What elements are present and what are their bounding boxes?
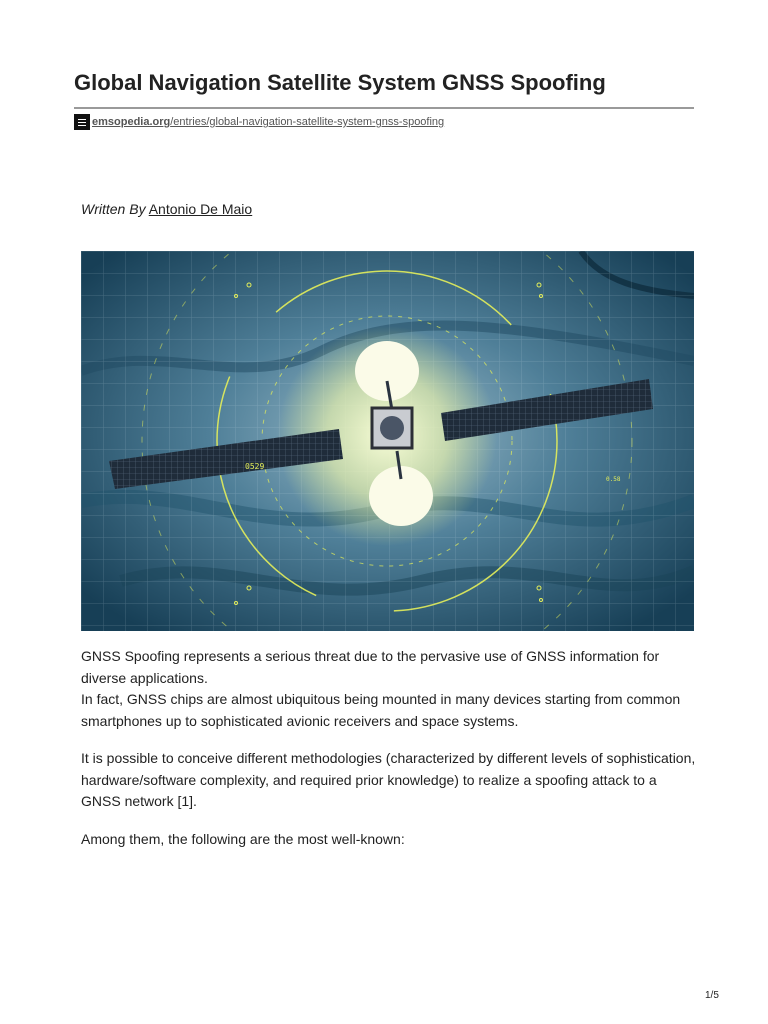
page-title: Global Navigation Satellite System GNSS Spoofing: [74, 70, 606, 95]
author-line: [81, 201, 252, 217]
source-path-link[interactable]: /entries/global-navigation-satellite-system-gnss-spoofing: [170, 116, 445, 128]
paragraph-text: In fact, GNSS chips are almost ubiquitous being mounted in many devices starting from common smartphones up to sophisticated avionic receivers and space systems.: [81, 691, 681, 729]
source-link[interactable]: [74, 114, 444, 130]
paragraph: Among them, the following are the most well-known:: [81, 831, 405, 847]
author-prefix: Written By: [81, 201, 146, 217]
author-link[interactable]: Antonio De Maio: [148, 201, 253, 217]
hero-image: [81, 251, 694, 631]
source-domain-link[interactable]: emsopedia.org: [92, 116, 171, 128]
title-divider: [74, 107, 694, 109]
satellite-illustration: [81, 251, 694, 631]
paragraph: [81, 646, 696, 732]
paragraph: It is possible to conceive different methodologies (characterized by different levels of sophistication, hardware/software complexity, and required prior knowledge) to realize a spoofing attack to a GNSS network [1].: [81, 750, 696, 809]
hud-label: 0.58: [606, 476, 621, 483]
page-number: 1/5: [705, 990, 719, 1001]
paragraph-text: GNSS Spoofing represents a serious threat due to the pervasive use of GNSS information for diverse applications.: [81, 648, 660, 686]
menu-lines-icon: [74, 114, 90, 130]
hud-label: 0529: [245, 462, 265, 471]
